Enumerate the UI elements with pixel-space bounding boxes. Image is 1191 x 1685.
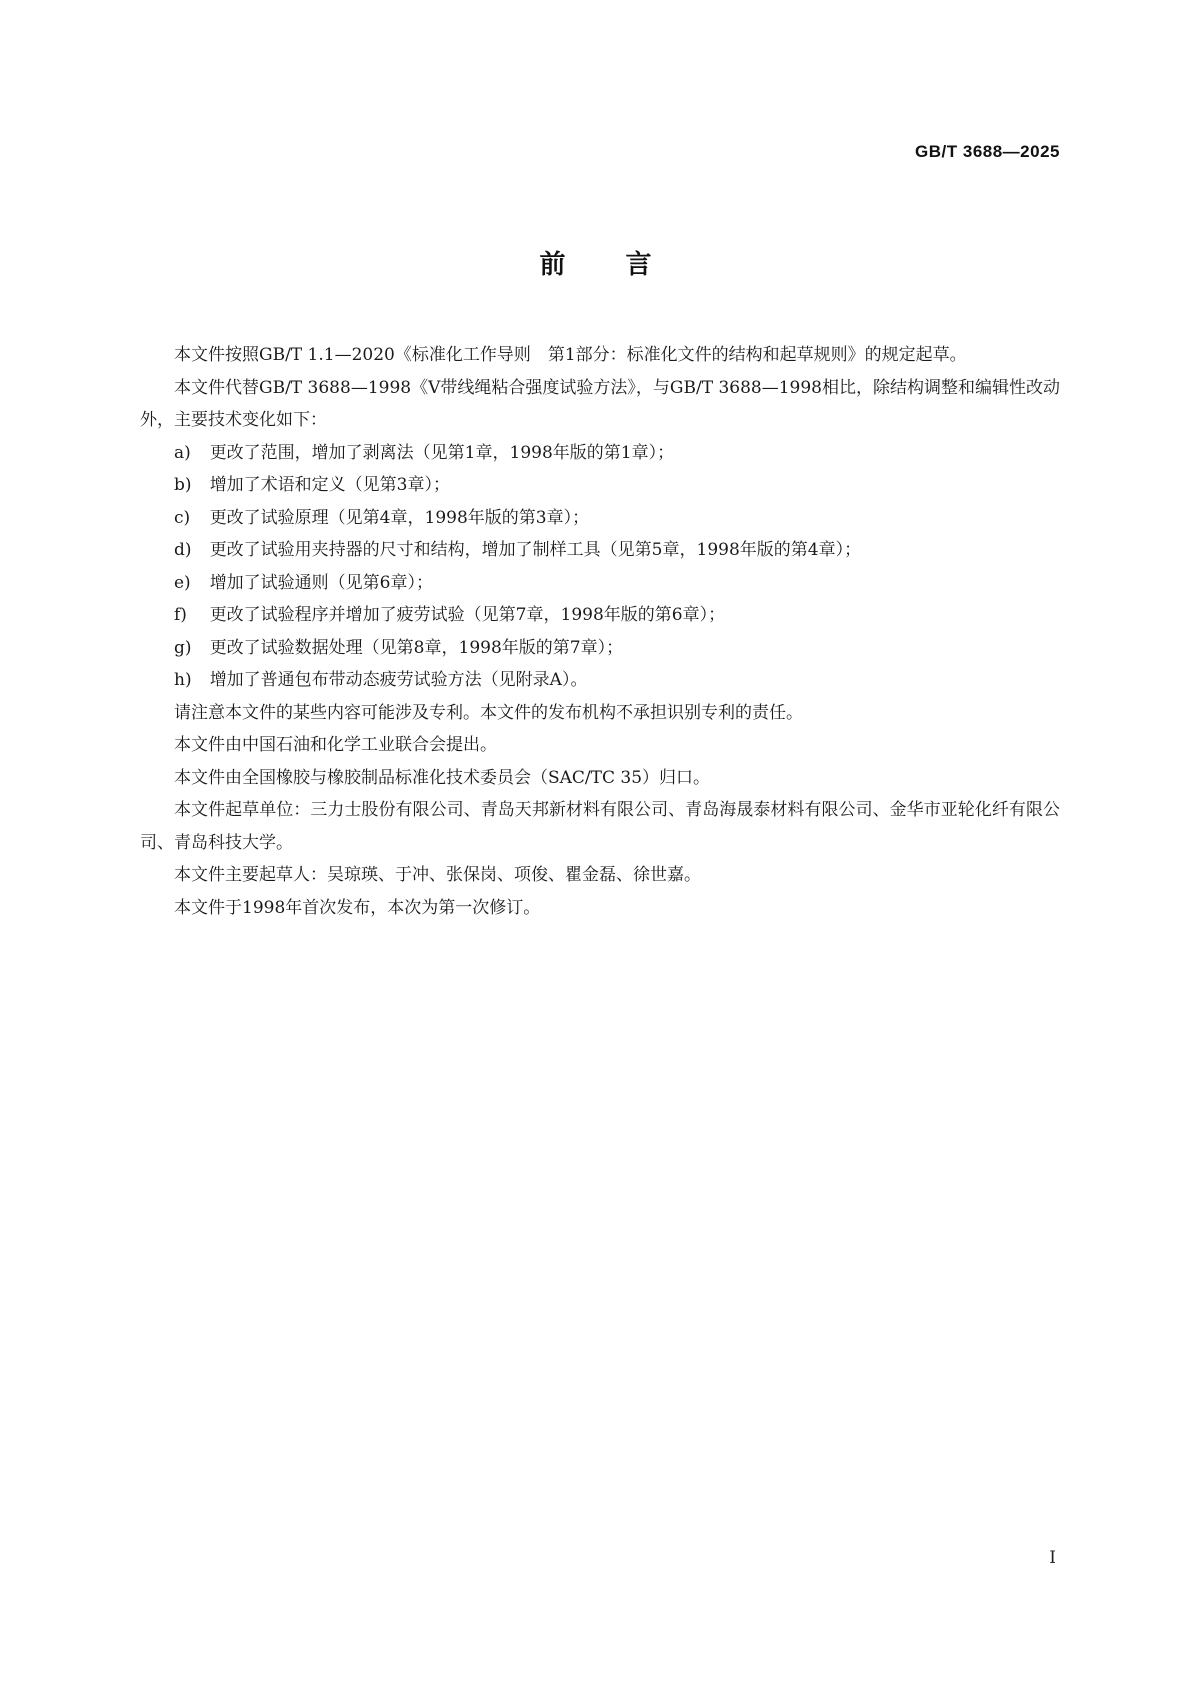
list-marker: g) <box>174 637 192 658</box>
list-marker: c) <box>174 507 191 528</box>
changes-list <box>140 437 1060 697</box>
list-marker: h) <box>174 670 192 690</box>
list-item <box>140 502 1060 535</box>
list-marker: a) <box>174 442 191 463</box>
list-item-text: 更改了试验原理（见第4章，1998年版的第3章）； <box>209 507 590 528</box>
page-title: 前言 <box>539 250 712 280</box>
list-marker: e) <box>174 572 191 593</box>
document-code: GB/T 3688—2025 <box>915 142 1060 161</box>
list-item <box>140 599 1060 632</box>
paragraph-replacement: 本文件代替GB/T 3688—1998《V带线绳粘合强度试验方法》，与GB/T 3688—1998相比，除结构调整和编辑性改动外，主要技术变化如下： <box>140 377 1060 430</box>
paragraph-patent-notice: 请注意本文件的某些内容可能涉及专利。本文件的发布机构不承担识别专利的责任。 <box>174 702 803 723</box>
list-item-text: 更改了范围，增加了剥离法（见第1章，1998年版的第1章）； <box>209 442 675 463</box>
page-number: I <box>1049 1548 1056 1568</box>
paragraph-drafting-units: 本文件起草单位：三力士股份有限公司、青岛天邦新材料有限公司、青岛海晟泰材料有限公司、金华市亚轮化纤有限公司、青岛科技大学。 <box>140 800 1060 853</box>
paragraph-committee: 本文件由全国橡胶与橡胶制品标准化技术委员会（SAC/TC 35）归口。 <box>174 767 711 788</box>
list-marker: f) <box>174 605 187 625</box>
paragraph-proposer: 本文件由中国石油和化学工业联合会提出。 <box>174 735 497 755</box>
list-item <box>140 534 1060 567</box>
list-item-text: 更改了试验用夹持器的尺寸和结构，增加了制样工具（见第5章，1998年版的第4章）； <box>209 540 862 560</box>
list-item-text: 更改了试验程序并增加了疲劳试验（见第7章，1998年版的第6章）； <box>209 605 726 625</box>
list-item-text: 增加了普通包布带动态疲劳试验方法（见附录A）。 <box>209 670 588 690</box>
list-item <box>140 632 1060 665</box>
list-item <box>140 437 1060 470</box>
list-item-text: 增加了试验通则（见第6章）； <box>209 572 434 593</box>
foreword-body <box>140 339 1060 924</box>
list-item <box>140 469 1060 502</box>
list-item-text: 增加了术语和定义（见第3章）； <box>209 475 451 495</box>
list-marker: d) <box>174 540 192 560</box>
list-marker: b) <box>174 475 192 495</box>
paragraph-drafters: 本文件主要起草人：吴琼瑛、于冲、张保岗、项俊、瞿金磊、徐世嘉。 <box>174 865 701 885</box>
list-item <box>140 664 1060 697</box>
list-item-text: 更改了试验数据处理（见第8章，1998年版的第7章）； <box>209 637 624 658</box>
paragraph-drafting-rules: 本文件按照GB/T 1.1—2020《标准化工作导则 第1部分：标准化文件的结构和起草规则》的规定起草。 <box>174 345 967 365</box>
paragraph-history: 本文件于1998年首次发布，本次为第一次修订。 <box>174 897 541 918</box>
list-item <box>140 567 1060 600</box>
